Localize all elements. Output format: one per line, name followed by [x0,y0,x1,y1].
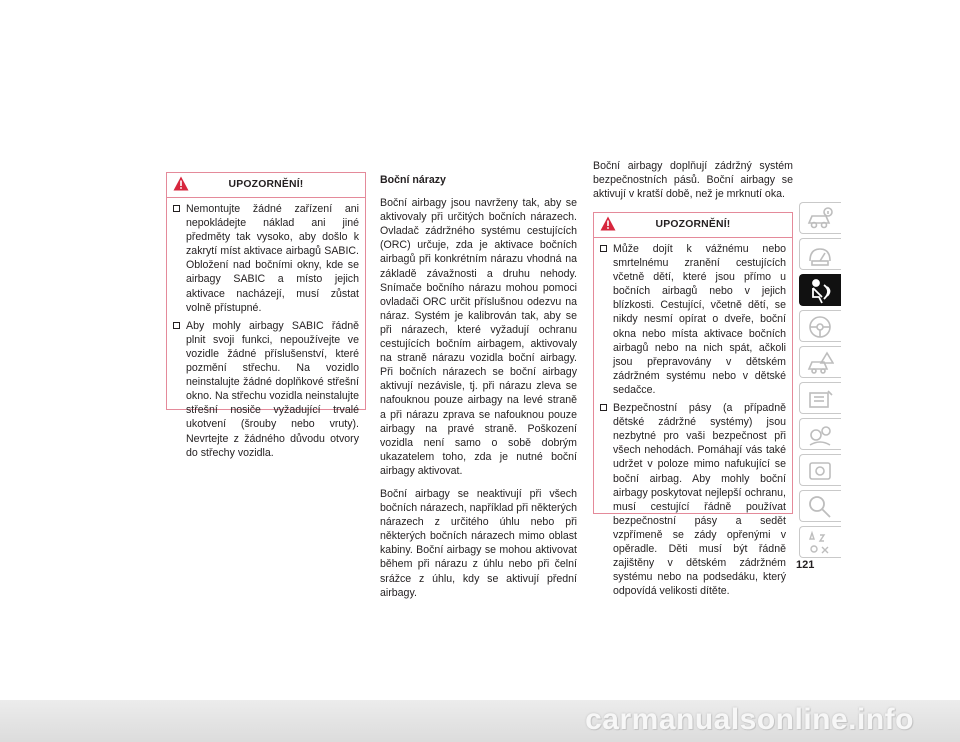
tab-search[interactable] [799,490,841,522]
car-warning-icon [806,349,834,377]
car-service-icon [806,385,834,413]
magnifier-icon [806,493,834,521]
right-column [593,159,793,210]
index-icon [806,529,834,557]
tab-service[interactable] [799,382,841,414]
tab-car-info[interactable] [799,202,841,234]
warning-title: UPOZORNĚNÍ! [228,179,304,190]
middle-column [380,173,577,609]
tab-index[interactable] [799,526,841,558]
square-bullet-icon [600,245,607,252]
warning-item: Bezpečnostní pásy (a případně dětské zádržné systémy) jsou nezbytné pro vaši bezpečnost při všech nehodách. Pomáhají vás také udržet v poloze mimo nafukující se boční airbag. Aby mohly boční airbagy poskytovat nejlepší ochranu, musí cestující řádně používat bezpečnostní pásy a sedět vzpřímeně se zády opřenými v opěradle. Děti musí být řádně zajištěny v dětském zádržném systému nebo na podsedáku, který odpovídá velikosti dítěte. [600,401,786,598]
tab-multimedia[interactable] [799,454,841,486]
warning-box-left [166,172,366,459]
section-heading: Boční nárazy [380,174,446,186]
tab-emergency[interactable] [799,346,841,378]
watermark-text: carmanualsonline.info [585,703,914,736]
car-info-icon [806,205,834,233]
warning-list [167,198,365,468]
watermark-band [0,700,960,742]
body-paragraph: Boční airbagy se neaktivují při všech bočních nárazech, například při některých nárazech z určitého úhlu nebo při některých bočních nárazech mimo oblast kabiny. Boční airbagy se mohou aktivovat během při nárazu z úhlu nebo při čelní srážce z úhlu, kdy se aktivují přední airbagy. [380,487,577,599]
specifications-icon [806,421,834,449]
warning-item: Aby mohly airbagy SABIC řádně plnit svoji funkci, nepoužívejte ve vozidle žádné příslušenství, které pozmění střechu. Na vozidlo neinstalujte žádné doplňkové střešní okno. Na střechu vozidla neinstalujte střešní nosiče vyžadující trvalé ukotvení (šrouby nebo vruty). Nevrtejte z žádného důvodu otvory do střechy vozidla. [173,319,359,460]
square-bullet-icon [173,322,180,329]
seatbelt-person-icon [806,277,834,305]
dashboard-icon [806,241,834,269]
warning-triangle-icon [173,176,189,191]
warning-header [167,173,365,198]
square-bullet-icon [173,205,180,212]
square-bullet-icon [600,404,607,411]
steering-wheel-icon [806,313,834,341]
warning-item: Může dojít k vážnému nebo smrtelnému zranění cestujících včetně dětí, které jsou přímo u bočních airbagů nebo v jejich blízkosti. Cestující, včetně dětí, se nikdy nesmí opírat o dveře, boční okna nebo místa aktivace bočních airbagů nebo na nich spát, ačkoli jsou přepravovány v dětském zádržném systému nebo v dětské sedačce. [600,242,786,397]
warning-box-right [593,212,793,598]
tab-specifications[interactable] [799,418,841,450]
warning-header [594,213,792,238]
warning-item: Nemontujte žádné zařízení ani nepokládejte náklad ani jiné předměty tak vysoko, aby došlo k zakrytí míst aktivace airbagů SABIC. Obložení nad bočními okny, kde se airbagy SABIC a místo jejich aktivace nacházejí, musí zůstat volně přístupné. [173,202,359,315]
tab-dashboard[interactable] [799,238,841,270]
media-icon [806,457,834,485]
warning-title: UPOZORNĚNÍ! [655,219,731,230]
intro-paragraph: Boční airbagy doplňují zádržný systém bezpečnostních pásů. Boční airbagy se aktivují v kratší době, než je mrknutí oka. [593,160,793,201]
body-paragraph: Boční airbagy jsou navrženy tak, aby se aktivovaly při určitých bočních nárazech. Ovladač zádržného systému cestujících (ORC) určuje, zda je aktivace bočních airbagů při konkrétním nárazu vhodná na základě závažnosti a druhu nehody. Snímače bočního nárazu mohou pomoci ovladači ORC určit příslušnou odezvu na náraz. Systém je kalibrován tak, aby se při nárazech, které vyžadují ochranu cestujících bočním airbagem, aktivovaly na straně nárazu vozidla boční airbagy. Při bočních nárazech se boční airbagy aktivují nezávisle, tj. při nárazu zleva se nafouknou pouze airbagy na levé straně a při nárazu zprava se nafouknou pouze airbagy na pravé straně. Poškození vozidla není samo o sobě dobrým ukazatelem toho, zda je nutné boční airbagy aktivovat. [380,197,577,477]
warning-triangle-icon [600,216,616,231]
page-number: 121 [796,559,815,571]
warning-list [594,238,792,606]
tab-driving[interactable] [799,310,841,342]
tab-safety[interactable] [799,274,841,306]
chapter-tabs [799,202,841,562]
